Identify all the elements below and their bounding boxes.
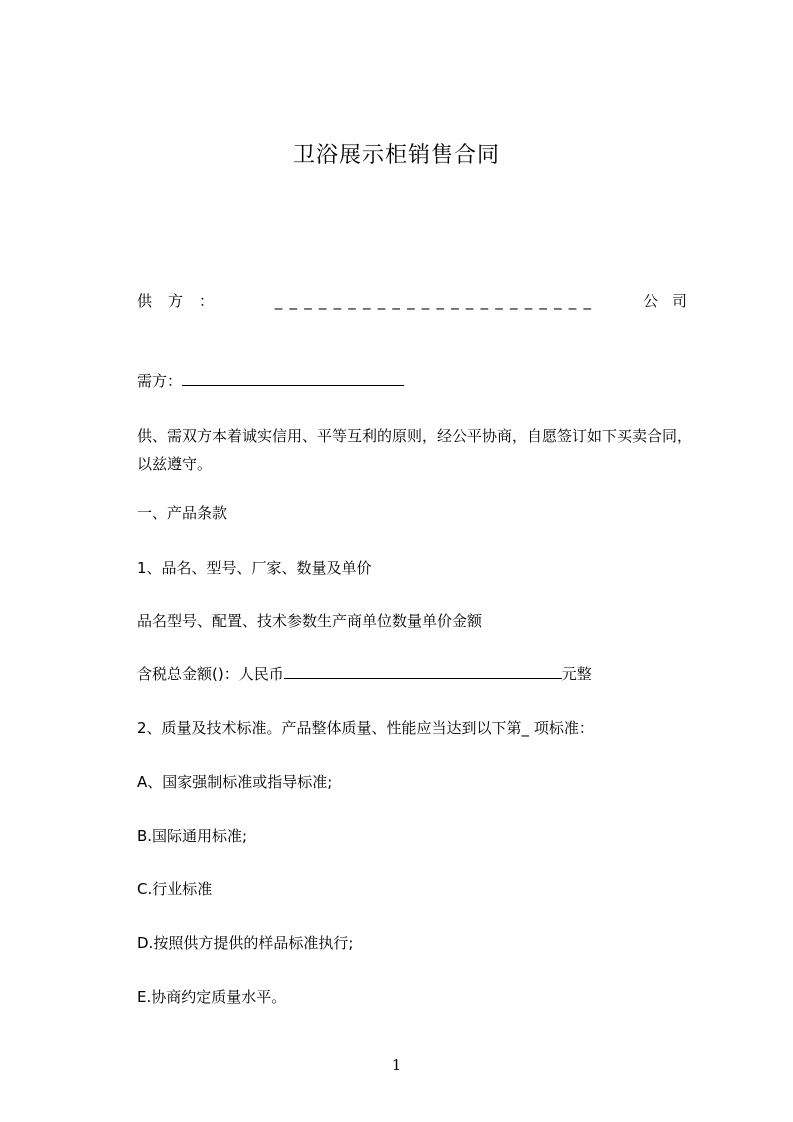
total-amount-suffix: 元整 [561, 665, 592, 683]
option-e: E.协商约定质量水平。 [137, 988, 287, 1006]
supplier-blank: ______________________ [274, 292, 599, 310]
option-a: A、国家强制标准或指导标准; [137, 773, 333, 791]
buyer-label: 需方： [137, 372, 183, 390]
intro-paragraph: 供、需双方本着诚实信用、平等互利的原则，经公平协商，自愿签订如下买卖合同，以兹遵守。 [137, 427, 693, 473]
item-product-info: 1、品名、型号、厂家、数量及单价 [137, 559, 372, 577]
item-quality-standard: 2、质量及技术标准。产品整体质量、性能应当达到以下第_ 项标准： [137, 719, 594, 737]
supplier-suffix: 公司 [642, 292, 701, 310]
page-number: 1 [391, 1056, 402, 1074]
total-amount-blank [284, 664, 562, 679]
total-amount-line [137, 663, 592, 685]
option-b: B.国际通用标准; [137, 827, 248, 845]
buyer-blank [182, 371, 404, 386]
buyer-line [137, 370, 404, 392]
section-heading-products: 一、产品条款 [137, 504, 228, 522]
total-amount-label: 含税总金额()：人民币 [137, 665, 284, 683]
supplier-label: 供方： [137, 292, 231, 310]
option-d: D.按照供方提供的样品标准执行; [137, 934, 354, 952]
table-header-text: 品名型号、配置、技术参数生产商单位数量单价金额 [137, 612, 483, 630]
option-c: C.行业标准 [137, 880, 213, 898]
document-title: 卫浴展示柜销售合同 [292, 143, 500, 168]
supplier-line [137, 290, 701, 312]
